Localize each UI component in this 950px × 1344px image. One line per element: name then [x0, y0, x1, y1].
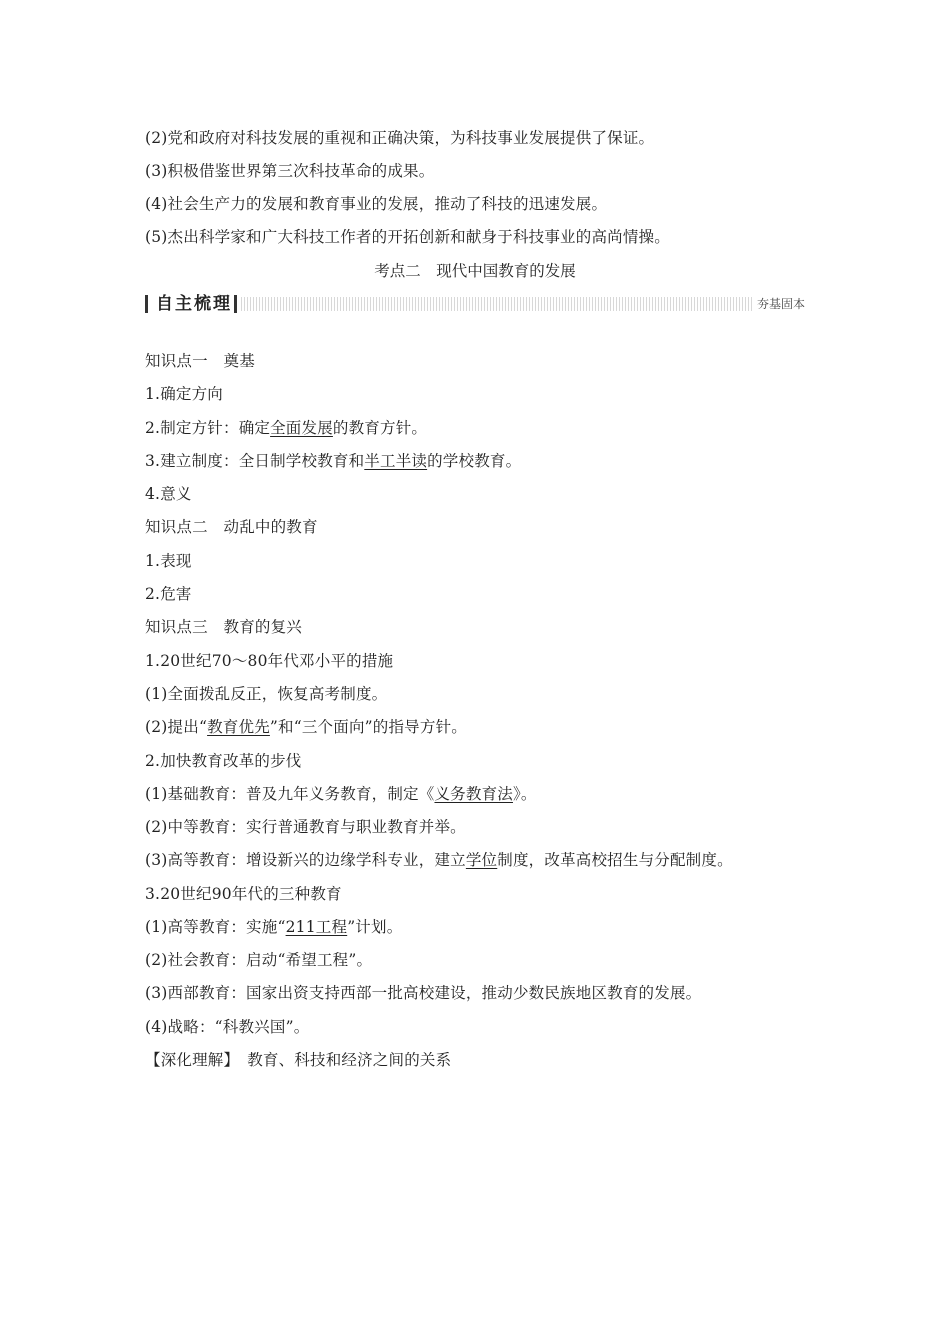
- text-line: [145, 717, 467, 737]
- text-line: 2.加快教育改革的步伐: [145, 752, 302, 770]
- text-span: 的学校教育。: [427, 452, 522, 470]
- blank-answer: 义务教育法: [434, 785, 513, 803]
- kp2-heading: 知识点二 动乱中的教育: [145, 518, 318, 536]
- text-line: [145, 784, 537, 804]
- text-span: 3.建立制度：全日制学校教育和: [145, 452, 365, 470]
- blank-answer: 半工半读: [364, 452, 428, 470]
- text-span: 》。: [512, 785, 537, 803]
- text-line: (2)党和政府对科技发展的重视和正确决策，为科技事业发展提供了保证。: [145, 129, 655, 147]
- text-line: (4)战略：“科教兴国”。: [145, 1018, 310, 1036]
- text-line: 1.确定方向: [145, 385, 223, 403]
- deepen-label: 【深化理解】: [145, 1051, 240, 1069]
- banner-stripe: [241, 297, 811, 311]
- text-span: 制度，改革高校招生与分配制度。: [497, 851, 733, 869]
- banner-tag: 夯基固本: [753, 296, 809, 312]
- text-line: [145, 850, 733, 870]
- text-span: 2.制定方针：确定: [145, 419, 271, 437]
- banner-left-bar: [145, 295, 148, 313]
- text-line: 3.20世纪90年代的三种教育: [145, 885, 342, 903]
- text-line: 1.20世纪70～80年代邓小平的措施: [145, 652, 394, 670]
- banner-divider-bar: [234, 295, 237, 313]
- text-span: ”计划。: [347, 918, 403, 936]
- blank-answer: 全面发展: [270, 419, 333, 437]
- text-line: (4)社会生产力的发展和教育事业的发展，推动了科技的迅速发展。: [145, 195, 608, 213]
- text-span: (2)提出“: [145, 718, 208, 736]
- text-line: (2)社会教育：启动“希望工程”。: [145, 951, 373, 969]
- kp1-heading: 知识点一 奠基: [145, 352, 255, 370]
- deepen-text: 教育、科技和经济之间的关系: [247, 1051, 452, 1069]
- kp3-heading: 知识点三 教育的复兴: [145, 618, 303, 636]
- text-span: (3)高等教育：增设新兴的边缘学科专业，建立: [145, 851, 466, 869]
- text-line: (5)杰出科学家和广大科技工作者的开拓创新和献身于科技事业的高尚情操。: [145, 228, 670, 246]
- text-line: 4.意义: [145, 485, 192, 503]
- text-span: 的教育方针。: [332, 419, 428, 437]
- text-span: (1)基础教育：普及九年义务教育，制定《: [145, 785, 435, 803]
- section-banner: [145, 292, 813, 318]
- text-span: (1)高等教育：实施“: [145, 918, 286, 936]
- banner-title: 自主梳理: [156, 294, 232, 314]
- section-title: 考点二 现代中国教育的发展: [374, 262, 576, 280]
- blank-answer: 211工程: [285, 918, 348, 936]
- text-line: (1)全面拨乱反正，恢复高考制度。: [145, 685, 388, 703]
- text-line: (3)西部教育：国家出资支持西部一批高校建设，推动少数民族地区教育的发展。: [145, 984, 702, 1002]
- blank-answer: 学位: [465, 851, 498, 869]
- text-line: 1.表现: [145, 552, 192, 570]
- text-span: ”和“三个面向”的指导方针。: [269, 718, 467, 736]
- blank-answer: 教育优先: [207, 718, 270, 736]
- text-line: (2)中等教育：实行普通教育与职业教育并举。: [145, 818, 466, 836]
- deepen-line: [145, 1050, 451, 1070]
- text-line: 2.危害: [145, 585, 192, 603]
- text-line: [145, 418, 427, 438]
- text-line: (3)积极借鉴世界第三次科技革命的成果。: [145, 162, 435, 180]
- text-line: [145, 917, 402, 937]
- text-line: [145, 451, 521, 471]
